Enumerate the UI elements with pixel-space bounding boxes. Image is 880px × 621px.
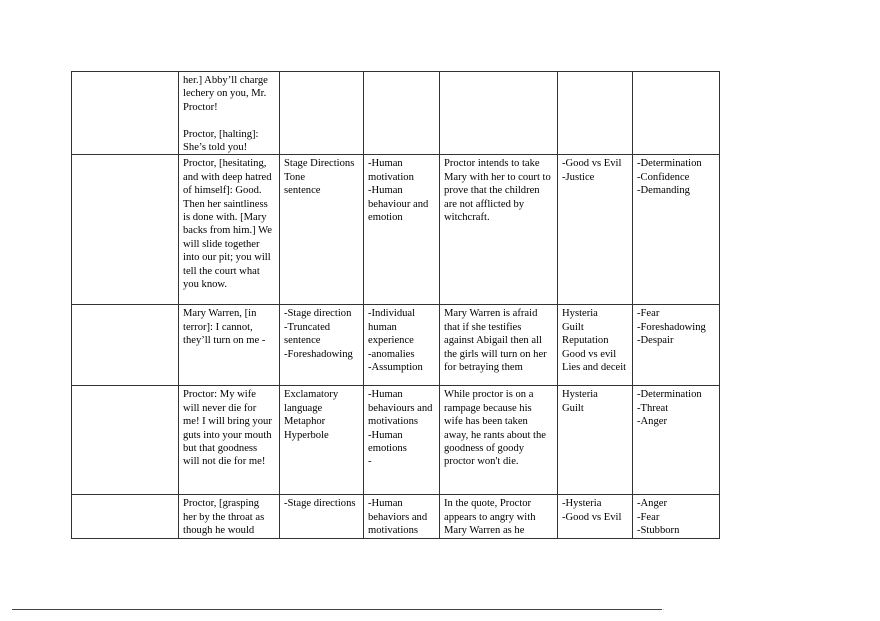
cell-emotions: [633, 72, 720, 155]
table-row: [72, 386, 720, 495]
explanation-text: While proctor is on a rampage because his wife has been taken away, he rants about the goodness of goody proctor won't die.: [444, 389, 546, 468]
cell-quote: [179, 155, 280, 305]
cell-themes: [558, 305, 633, 386]
emotions-text: -Anger: [637, 416, 668, 428]
theme_area-text: -Assumption: [368, 362, 423, 374]
theme_area-text: -Individual human experience: [368, 308, 416, 347]
theme_area-text: -Human behaviours and motivations: [368, 389, 433, 428]
table-row: [72, 155, 720, 305]
technique-text: -Foreshadowing: [284, 348, 353, 360]
cell-explanation: [440, 386, 558, 495]
themes-text: -Good vs Evil: [562, 158, 622, 170]
emotions-text: -Anger: [637, 498, 668, 510]
quote-text: Proctor, [grasping her by the throat as though he would: [183, 498, 265, 537]
cell-emotions: [633, 305, 720, 386]
cell-themes: [558, 155, 633, 305]
cell-technique: [280, 305, 364, 386]
cell-row-label: [72, 305, 179, 386]
theme_area-text: -Human behaviour and emotion: [368, 185, 429, 224]
cell-theme_area: [364, 386, 440, 495]
cell-row-label: [72, 155, 179, 305]
cell-theme_area: [364, 305, 440, 386]
theme_area-text: -Human behaviors and motivations: [368, 498, 428, 537]
technique-text: -Stage direction: [284, 308, 352, 320]
themes-text: Hysteria: [562, 389, 598, 401]
themes-text: Guilt: [562, 321, 584, 333]
emotions-text: -Determination: [637, 158, 702, 170]
theme_area-text: -: [368, 456, 372, 468]
cell-emotions: [633, 495, 720, 538]
footer-rule: [12, 609, 662, 610]
footer-dot: .: [663, 606, 665, 612]
themes-text: Reputation: [562, 335, 609, 347]
technique-text: sentence: [284, 185, 321, 197]
technique-text: -Stage directions: [284, 498, 356, 510]
technique-text: Metaphor: [284, 416, 326, 428]
technique-text: Hyperbole: [284, 429, 329, 441]
cell-theme_area: [364, 72, 440, 155]
analysis-table: [71, 71, 720, 539]
emotions-text: -Despair: [637, 335, 674, 347]
quote-text: Proctor, [halting]: She’s told you!: [183, 128, 259, 154]
emotions-text: -Fear: [637, 511, 660, 523]
cell-quote: [179, 495, 280, 538]
cell-technique: [280, 386, 364, 495]
cell-themes: [558, 495, 633, 538]
table-row: [72, 72, 720, 155]
cell-row-label: [72, 495, 179, 538]
themes-text: -Justice: [562, 171, 595, 183]
emotions-text: -Threat: [637, 402, 669, 414]
cell-technique: [280, 72, 364, 155]
technique-text: Tone: [284, 171, 306, 183]
theme_area-text: -anomalies: [368, 348, 415, 360]
emotions-text: -Foreshadowing: [637, 321, 706, 333]
cell-quote: [179, 72, 280, 155]
cell-theme_area: [364, 155, 440, 305]
cell-explanation: [440, 305, 558, 386]
themes-text: Guilt: [562, 402, 584, 414]
emotions-text: -Demanding: [637, 185, 690, 197]
explanation-text: Mary Warren is afraid that if she testifies against Abigail then all the girls will turn on her for betraying them: [444, 308, 547, 374]
cell-row-label: [72, 386, 179, 495]
cell-technique: [280, 495, 364, 538]
technique-text: Stage Directions: [284, 158, 355, 170]
themes-text: Hysteria: [562, 308, 598, 320]
themes-text: Lies and deceit: [562, 362, 627, 374]
emotions-text: -Fear: [637, 308, 660, 320]
cell-explanation: [440, 72, 558, 155]
quote-text: her.] Abby’ll charge lechery on you, Mr. Proctor!: [183, 75, 268, 113]
paragraph-gap: [183, 114, 275, 127]
themes-text: -Hysteria: [562, 498, 602, 510]
emotions-text: -Confidence: [637, 171, 690, 183]
explanation-text: In the quote, Proctor appears to angry with Mary Warren as he: [444, 498, 536, 537]
cell-technique: [280, 155, 364, 305]
quote-text: Proctor: My wife will never die for me! I will bring your guts into your mouth but that goodness will not die for me!: [183, 389, 272, 468]
themes-text: -Good vs Evil: [562, 511, 622, 523]
quote-text: Proctor, [hesitating, and with deep hatred of himself]: Good. Then her saintliness is done with. [Mary backs from him.] We will slide together into our pit; you will tell the court what you know.: [183, 158, 272, 291]
technique-text: Exclamatory language: [284, 389, 339, 414]
explanation-text: Proctor intends to take Mary with her to court to prove that the children are not afflicted by witchcraft.: [444, 158, 551, 224]
table-body: [72, 72, 720, 539]
cell-themes: [558, 386, 633, 495]
theme_area-text: -Human emotions: [368, 429, 407, 455]
cell-quote: [179, 305, 280, 386]
theme_area-text: -Human motivation: [368, 158, 414, 183]
technique-text: -Truncated sentence: [284, 321, 331, 347]
cell-explanation: [440, 495, 558, 538]
cell-emotions: [633, 386, 720, 495]
themes-text: Good vs evil: [562, 348, 617, 360]
cell-row-label: [72, 72, 179, 155]
cell-quote: [179, 386, 280, 495]
cell-theme_area: [364, 495, 440, 538]
emotions-text: -Determination: [637, 389, 702, 401]
quote-text: Mary Warren, [in terror]: I cannot, they’ll turn on me -: [183, 308, 266, 347]
cell-themes: [558, 72, 633, 155]
table-row: [72, 495, 720, 538]
cell-emotions: [633, 155, 720, 305]
table-row: [72, 305, 720, 386]
cell-explanation: [440, 155, 558, 305]
emotions-text: -Stubborn: [637, 525, 680, 537]
